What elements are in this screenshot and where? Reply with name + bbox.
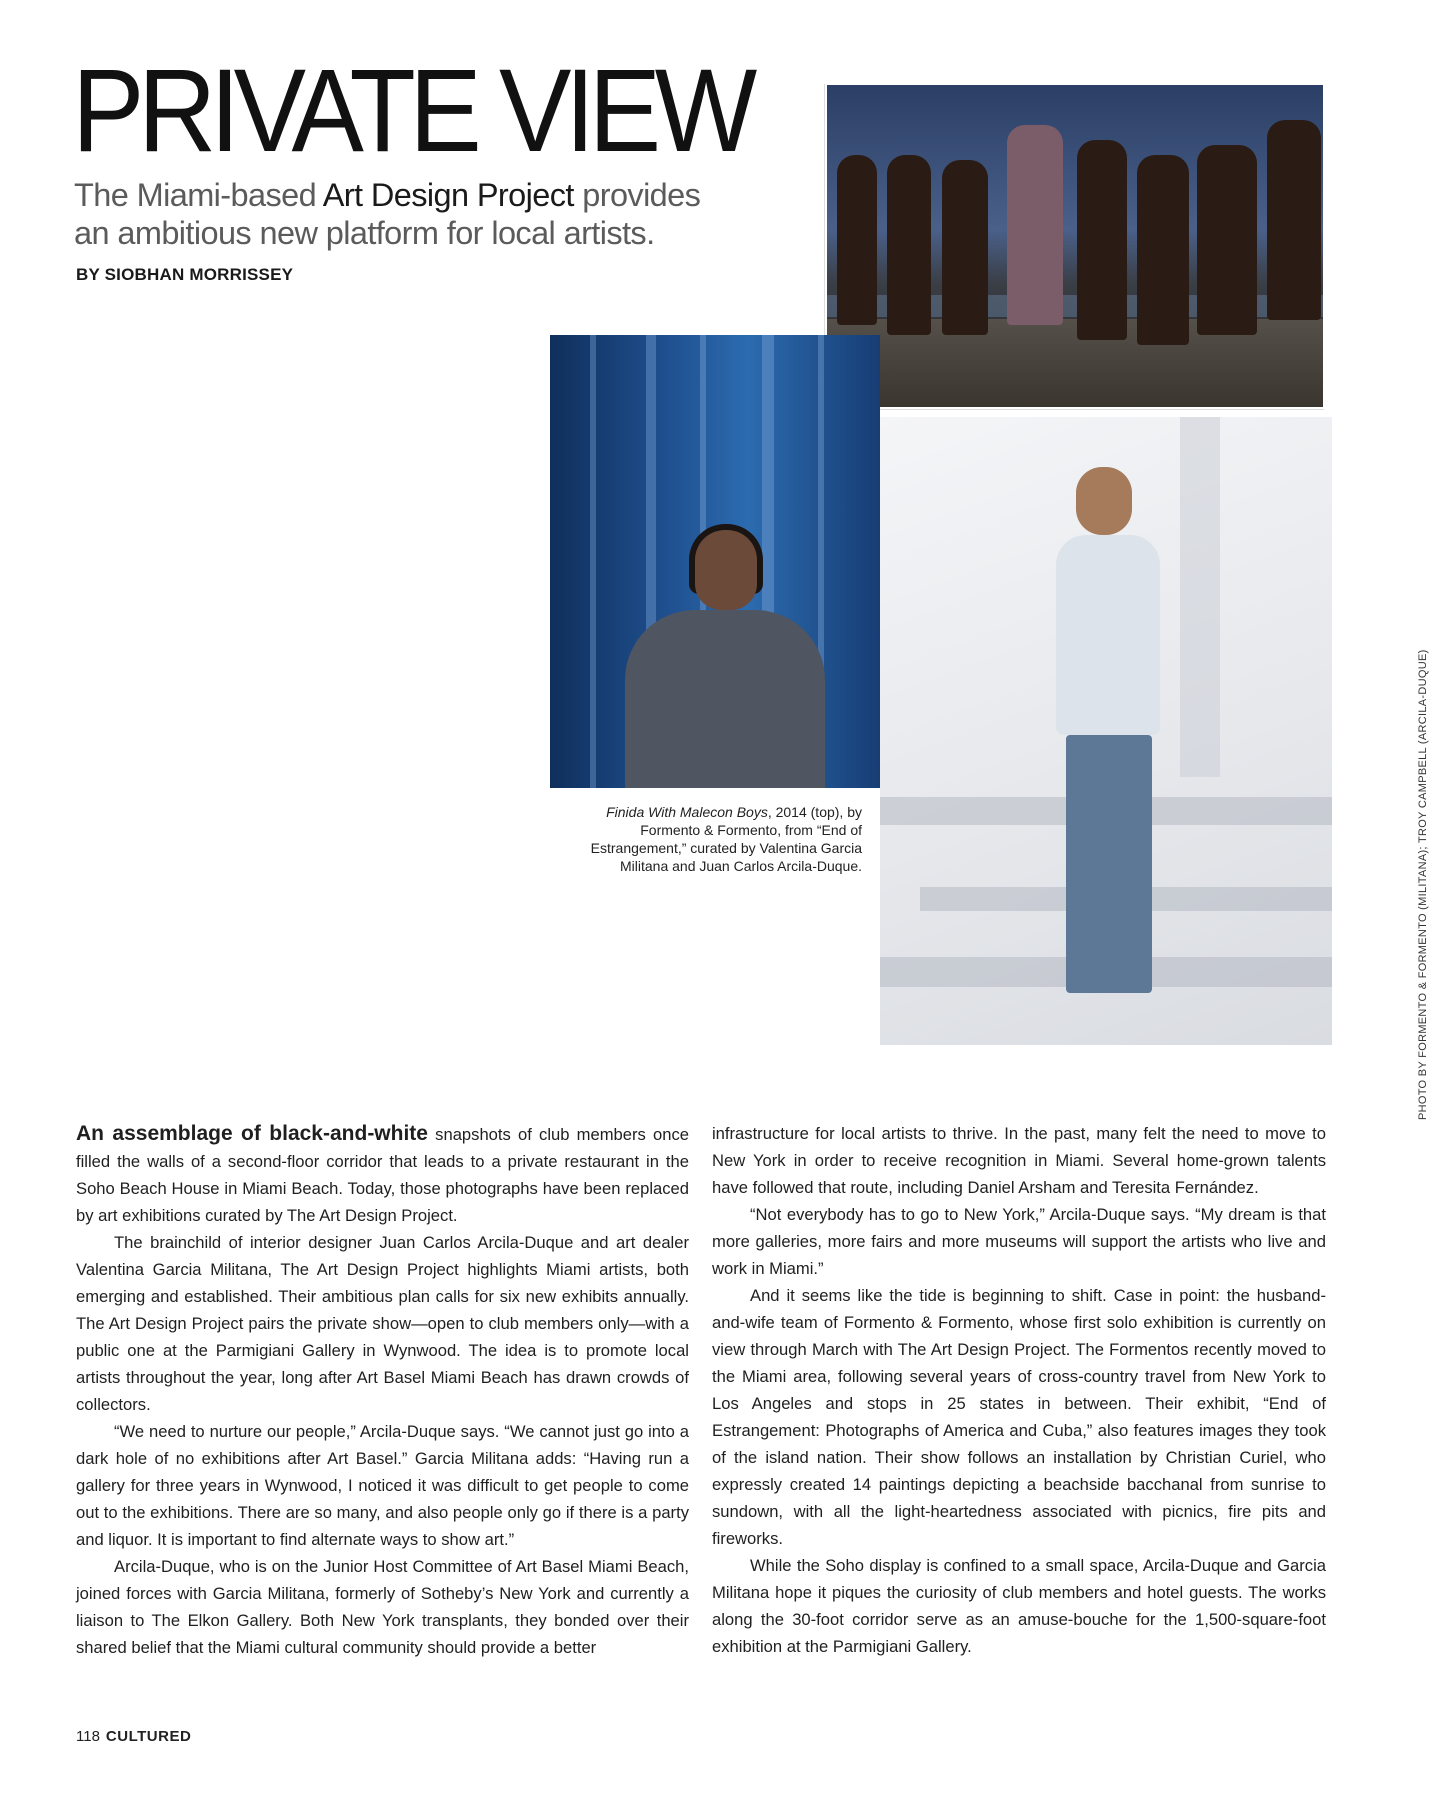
- article-paragraph: The brainchild of interior designer Juan Carlos Arcila-Duque and art dealer Valentina Garcia Militana, The Art Design Project highlights Miami artists, both emerging and established. Their ambitious plan calls for six new exhibits annually. The Art Design Project pairs the private show—open to club members only—with a public one at the Parmigiani Gallery in Wynwood. The idea is to promote local artists throughout the year, long after Art Basel Miami Beach has drawn crowds of collectors.: [76, 1233, 689, 1414]
- magazine-name: CULTURED: [105, 1728, 192, 1745]
- page-number: 118: [76, 1728, 100, 1745]
- byline: BY SIOBHAN MORRISSEY: [76, 265, 294, 284]
- paragraph-1-text: snapshots of club members once filled the walls of a second-floor corridor that leads to a private restaurant in the Soho Beach House in Miami Beach. Today, those photographs have been replaced by art exhibitions curated by The Art Design Project.: [76, 1125, 689, 1225]
- article-paragraph: infrastructure for local artists to thrive. In the past, many felt the need to move to New York in order to receive recognition in Miami. Several home-grown talents have followed that route, including Daniel Arsham and Teresita Fernández.: [712, 1124, 1326, 1197]
- article-paragraph: Arcila-Duque, who is on the Junior Host Committee of Art Basel Miami Beach, joined forces with Garcia Militana, formerly of Sotheby’s New York and currently a liaison to The Elkon Gallery. Both New York transplants, they bonded over their shared belief that the Miami cultural community should provide a better: [76, 1557, 689, 1657]
- article-title: PRIVATE VIEW: [72, 45, 751, 177]
- deck-highlight: Art Design Project: [322, 177, 574, 213]
- article-paragraph: While the Soho display is confined to a small space, Arcila-Duque and Garcia Militana hope it piques the curiosity of club members and hotel guests. The works along the 30-foot corridor serve as an amuse-bouche for the 1,500-square-foot exhibition at the Parmigiani Gallery.: [712, 1556, 1326, 1656]
- article-paragraph: And it seems like the tide is beginning to shift. Case in point: the husband-and-wife team of Formento & Formento, whose first solo exhibition is currently on view through March with The Art Design Project. The Formentos recently moved to the Miami area, following several years of cross-country travel from New York to Los Angeles and stops in 25 states in between. Their exhibit, “End of Estrangement: Photographs of America and Cuba,” also features images they took of the island nation. Their show follows an installation by Christian Curiel, who expressly created 14 paintings depicting a beachside bacchanal from sunrise to sundown, with all the light-heartedness associated with picnics, fire pits and fireworks.: [712, 1286, 1326, 1548]
- article-column-right: [712, 1120, 1326, 1660]
- caption-artwork-title: Finida With Malecon Boys: [606, 804, 768, 820]
- photo-malecon-boys: [825, 83, 1325, 409]
- photo-garcia-militana: [550, 335, 880, 788]
- article-paragraph: “We need to nurture our people,” Arcila-Duque says. “We cannot just go into a dark hole of no exhibitions after Art Basel.” Garcia Militana adds: “Having run a gallery for three years in Wynwood, I noticed it was difficult to get people to come out to the exhibitions. There are so many, and also people only go if there is a party and liquor. It is important to find alternate ways to show art.”: [76, 1422, 689, 1549]
- lead-in: An assemblage of black-and-white: [76, 1122, 428, 1145]
- caption-text: , 2014 (top), by Formento & Formento, from “End of Estrangement,” curated by Valentina Garcia Militana and Juan Carlos Arcila-Duque.: [590, 804, 862, 874]
- deck-text-2: provides an ambitious new platform for local artists.: [74, 177, 701, 251]
- photo-arcila-duque: [880, 417, 1332, 1045]
- deck-text-1: The Miami-based: [74, 177, 323, 213]
- photo-credit: PHOTO BY FORMENTO & FORMENTO (MILITANA); TROY CAMPBELL (ARCILA-DUQUE): [1417, 649, 1429, 1120]
- page-folio: [76, 1728, 191, 1745]
- article-paragraph: [76, 1120, 689, 1229]
- article-deck: [74, 176, 714, 252]
- article-paragraph: “Not everybody has to go to New York,” Arcila-Duque says. “My dream is that more galleries, more fairs and more museums will support the artists who live and work in Miami.”: [712, 1205, 1326, 1278]
- article-column-left: [76, 1120, 689, 1661]
- photo-caption: [562, 803, 862, 875]
